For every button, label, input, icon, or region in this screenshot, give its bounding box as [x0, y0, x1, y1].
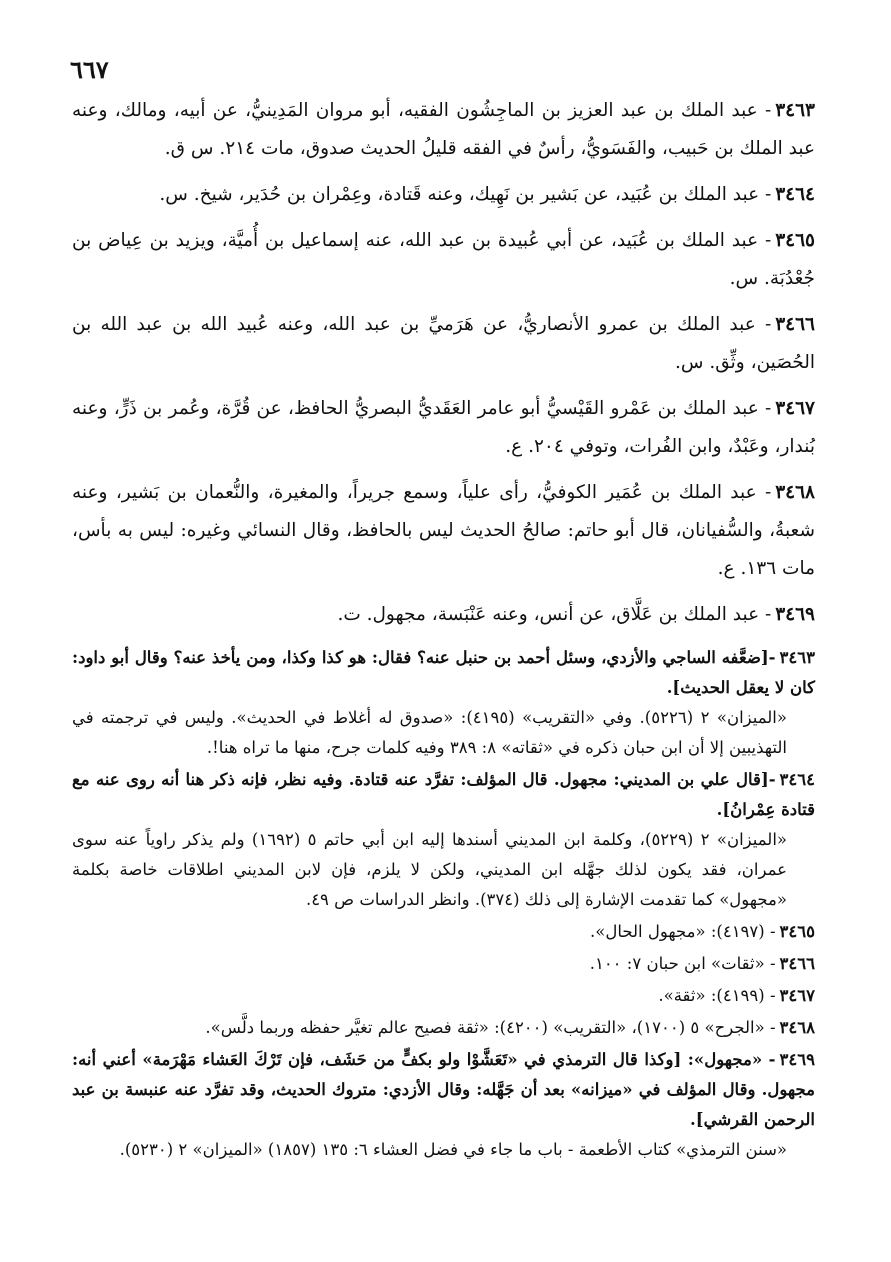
page-number: ٦٦٧ — [70, 55, 109, 84]
note-3463 — [72, 643, 815, 763]
entry-text: - عبد الملك بن عَلَّاق، عن أنس، وعنه عَنْبَسة، مجهول. ت. — [337, 604, 772, 625]
entry-text: - عبد الملك بن عَمْرو القَيْسيُّ أبو عامر العَقَديُّ البصريُّ الحافظ، عن قُرَّة، وعُمر بن ذَرٍّ، وعنه بُندار، وعَبْدٌ، وابن الفُرات، وتوفي ٢٠٤. ع. — [72, 398, 815, 457]
entry-3467 — [72, 390, 815, 466]
note-source: «الميزان» ٢ (٥٢٢٦). وفي «التقريب» (٤١٩٥): «صدوق له أغلاط في الحديث». وليس في ترجمته في التهذيبين إلا أن ابن حبان ذكره في «ثقاته» ٨: ٣٨٩ وفيه كلمات جرح، منها ما تراه هنا!. — [72, 708, 787, 757]
note-source: «سنن الترمذي» كتاب الأطعمة - باب ما جاء في فضل العشاء ٦: ١٣٥ (١٨٥٧) «الميزان» ٢ (٥٢٣٠). — [119, 1140, 787, 1159]
note-source: - (٤١٩٧): «مجهول الحال». — [590, 922, 776, 941]
note-comment: -[ضعَّفه الساجي والأزدي، وسئل أحمد بن حنبل عنه؟ فقال: هو كذا وكذا، ومن يأخذ عنه؟ وقال أبو داود: كان لا يعقل الحديث]. — [72, 648, 815, 697]
entry-text: - عبد الملك بن عبد العزيز بن الماجِشُون الفقيه، أبو مروان المَدِينيُّ، عن أبيه، ومالك، وعنه عبد الملك بن حَبيب، والفَسَويُّ، رأسٌ في الفقه قليلُ الحديث صدوق، مات ٢١٤. س ق. — [72, 100, 815, 159]
entry-number: ٣٤٦٦ — [775, 314, 815, 335]
entry-number: ٣٤٦٧ — [775, 398, 815, 419]
entry-number: ٣٤٦٩ — [775, 604, 815, 625]
note-number: ٣٤٦٩ — [779, 1050, 815, 1069]
note-number: ٣٤٦٥ — [779, 922, 815, 941]
note-3465 — [72, 917, 815, 947]
entry-text: - عبد الملك بن عُبَيد، عن بَشير بن نَهِيك، وعنه قَتادة، وعِمْران بن حُدَير، شيخ. س. — [159, 184, 772, 205]
note-number: ٣٤٦٨ — [779, 1018, 815, 1037]
entry-3466 — [72, 306, 815, 382]
entry-3464 — [72, 176, 815, 214]
entry-3468 — [72, 474, 815, 588]
note-source: - «ثقات» ابن حبان ٧: ١٠٠. — [589, 954, 776, 973]
entry-3469 — [72, 596, 815, 634]
entry-3465 — [72, 222, 815, 298]
note-number: ٣٤٦٦ — [779, 954, 815, 973]
note-source: - (٤١٩٩): «ثقة». — [658, 986, 776, 1005]
entry-number: ٣٤٦٤ — [775, 184, 815, 205]
entry-number: ٣٤٦٨ — [775, 482, 815, 503]
entry-text: - عبد الملك بن عُبَيد، عن أبي عُبيدة بن عبد الله، عنه إسماعيل بن أُميَّة، ويزيد بن عِياض بن جُعْدُبَة. س. — [72, 230, 815, 289]
note-source: - «الجرح» ٥ (١٧٠٠)، «التقريب» (٤٢٠٠): «ثقة فصيح عالم تغيَّر حفظه وربما دلَّس». — [205, 1018, 776, 1037]
note-3468 — [72, 1013, 815, 1043]
note-number: ٣٤٦٧ — [779, 986, 815, 1005]
footnotes — [72, 643, 815, 1167]
entry-3463 — [72, 92, 815, 168]
note-3467 — [72, 981, 815, 1011]
note-3469 — [72, 1045, 815, 1165]
note-comment: -[قال علي بن المديني: مجهول. قال المؤلف: تفرَّد عنه قتادة. وفيه نظر، فإنه ذكر هنا أنه روى عنه مع قتادة عِمْرانُ]. — [72, 770, 815, 819]
note-comment: - «مجهول»: [وكذا قال الترمذي في «تَعَشَّوْا ولو بكفٍّ من حَشَف، فإن تَرْكَ العَشاء مَهْرَمة» أعني أنه: مجهول. وقال المؤلف في «ميزانه» بعد أن جَهَّله: وقال الأزدي: متروك الحديث، وقد تفرَّد عنه عنبسة بن عبد الرحمن القرشي]. — [72, 1050, 815, 1129]
main-text — [72, 92, 815, 642]
entry-text: - عبد الملك بن عُمَير الكوفيُّ، رأى علياً، وسمع جريراً، والمغيرة، والنُّعمان بن بَشير، وعنه شعبةُ، والسُّفيانان، قال أبو حاتم: صالحُ الحديث ليس بالحافظ، وقال النسائي وغيره: ليس به بأس، مات ١٣٦. ع. — [72, 482, 815, 579]
note-number: ٣٤٦٤ — [779, 770, 815, 789]
note-number: ٣٤٦٣ — [779, 648, 815, 667]
entry-text: - عبد الملك بن عمرو الأنصاريُّ، عن هَرَميِّ بن عبد الله، وعنه عُبيد الله بن عبد الله بن الحُصَين، وثِّق. س. — [72, 314, 815, 373]
note-3466 — [72, 949, 815, 979]
entry-number: ٣٤٦٥ — [775, 230, 815, 251]
note-3464 — [72, 765, 815, 915]
entry-number: ٣٤٦٣ — [775, 100, 815, 121]
note-source: «الميزان» ٢ (٥٢٢٩)، وكلمة ابن المديني أسندها إليه ابن أبي حاتم ٥ (١٦٩٢) ولم يذكر راوياً عنه سوى عمران، فقد يكون لذلك جهَّله ابن المديني، ولكن لا يلزم، فإن لابن المديني اطلاقات خاصة بكلمة «مجهول» كما تقدمت الإشارة إلى ذلك (٣٧٤). وانظر الدراسات ص ٤٩. — [72, 830, 788, 909]
